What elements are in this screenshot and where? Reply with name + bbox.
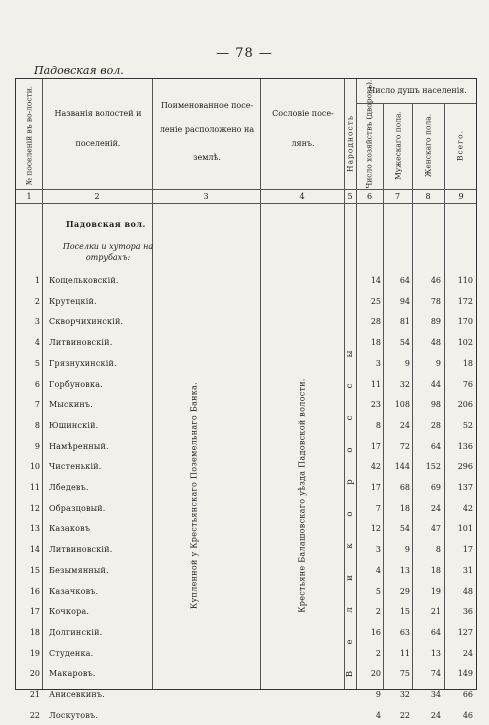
settlement-name: Скворчихинскій. <box>49 317 124 327</box>
row-number: 18 <box>29 627 40 637</box>
column-number: 9 <box>458 192 464 201</box>
male-cell: 94 <box>399 296 410 306</box>
header-total: Всего. <box>455 130 465 161</box>
male-cell: 9 <box>404 545 410 555</box>
female-cell: 98 <box>430 400 441 410</box>
column-number: 6 <box>366 192 373 201</box>
header-names-line2: поселеній. <box>75 139 121 148</box>
male-cell: 54 <box>399 338 410 348</box>
table-row <box>16 418 478 435</box>
row-number: 4 <box>34 338 40 348</box>
settlement-name: Долгинскій. <box>49 627 103 637</box>
settlement-name: Кочкора. <box>49 607 90 617</box>
settlement-name: Казачковъ. <box>49 586 99 596</box>
male-cell: 15 <box>399 607 410 617</box>
row-number: 22 <box>29 710 40 720</box>
households-cell: 2 <box>375 607 381 617</box>
total-cell: 18 <box>462 358 473 368</box>
households-cell: 7 <box>375 503 381 513</box>
households-cell: 28 <box>370 317 381 327</box>
female-cell: 152 <box>425 462 441 472</box>
female-cell: 24 <box>430 710 441 720</box>
total-cell: 102 <box>457 338 473 348</box>
nationality-letter: о <box>345 511 355 517</box>
row-number: 14 <box>29 545 40 555</box>
total-cell: 127 <box>457 627 473 637</box>
settlement-name: Литвиновскій. <box>49 545 113 555</box>
population-table <box>15 78 477 720</box>
male-cell: 64 <box>399 276 410 285</box>
column-number-rule <box>16 203 476 204</box>
total-cell: 206 <box>457 400 473 410</box>
column-number: 1 <box>26 192 32 201</box>
female-cell: 78 <box>430 296 441 306</box>
households-cell: 42 <box>370 462 381 472</box>
nationality-letter: л <box>345 607 355 613</box>
header-male: Мужескаго пола. <box>393 111 403 180</box>
settlement-name: Литвиновскій. <box>49 338 113 348</box>
male-cell: 32 <box>399 690 410 699</box>
households-cell: 3 <box>375 545 381 555</box>
nationality-letter: и <box>345 575 355 581</box>
households-cell: 8 <box>375 420 381 430</box>
male-cell: 18 <box>399 503 410 513</box>
total-cell: 31 <box>462 565 473 575</box>
total-cell: 66 <box>462 690 473 699</box>
settlement-name: Чистенькій. <box>49 462 102 472</box>
total-cell: 76 <box>462 379 473 389</box>
total-cell: 24 <box>462 648 473 658</box>
settlement-name: Крутецкій. <box>49 296 97 306</box>
row-number: 13 <box>29 524 40 534</box>
households-cell: 9 <box>375 690 381 699</box>
female-cell: 21 <box>430 607 441 617</box>
table-row <box>16 356 478 373</box>
female-cell: 8 <box>435 545 441 555</box>
households-cell: 16 <box>370 627 381 637</box>
section-subtitle: Поселки и хутора на отрубахъ: <box>62 242 154 262</box>
header-land-line2: леніе расположено на <box>159 125 255 134</box>
header-households: Число хозяйствъ (дворовъ). <box>364 79 374 189</box>
table-row <box>16 604 478 621</box>
female-cell: 18 <box>430 565 441 575</box>
nationality-letter: В <box>345 670 355 678</box>
female-cell: 74 <box>430 669 441 679</box>
table-row <box>16 584 478 601</box>
female-cell: 9 <box>435 358 441 368</box>
settlement-name: Юшинскій. <box>49 420 99 430</box>
header-population-group: Число душъ населенія. <box>369 86 467 95</box>
households-cell: 11 <box>370 379 381 389</box>
female-cell: 13 <box>430 648 441 658</box>
male-cell: 24 <box>399 420 410 430</box>
column-rule <box>444 103 445 689</box>
settlement-name: Анисевкинъ. <box>49 690 105 699</box>
table-row <box>16 294 478 311</box>
male-cell: 32 <box>399 379 410 389</box>
table-row <box>16 397 478 414</box>
total-cell: 136 <box>457 441 473 451</box>
table-row <box>16 314 478 331</box>
row-number: 8 <box>34 420 40 430</box>
households-cell: 25 <box>370 296 381 306</box>
settlement-name: Лбедевъ. <box>49 483 89 492</box>
nationality-letter: с <box>345 383 355 389</box>
header-female: Женскаго пола. <box>423 113 433 178</box>
total-cell: 137 <box>457 483 473 492</box>
estate-span-text: Крестьяне Балашовскаго уѣзда Падовской волости. <box>297 378 307 613</box>
total-cell: 46 <box>462 710 473 720</box>
households-cell: 2 <box>375 648 381 658</box>
households-cell: 12 <box>370 524 381 534</box>
column-number: 5 <box>347 192 353 201</box>
table-row <box>16 646 478 663</box>
male-cell: 11 <box>399 648 410 658</box>
female-cell: 47 <box>430 524 441 534</box>
total-cell: 48 <box>462 586 473 596</box>
female-cell: 34 <box>430 690 441 699</box>
total-cell: 296 <box>457 462 473 472</box>
table-row <box>16 377 478 394</box>
table-row <box>16 563 478 580</box>
nationality-letter: к <box>345 543 355 549</box>
female-cell: 24 <box>430 503 441 513</box>
households-cell: 23 <box>370 400 381 410</box>
total-cell: 17 <box>462 545 473 555</box>
female-cell: 89 <box>430 317 441 327</box>
households-cell: 4 <box>375 710 381 720</box>
table-row <box>16 480 478 497</box>
households-cell: 5 <box>375 586 381 596</box>
settlement-name: Студенка. <box>49 648 94 658</box>
table-row <box>16 687 478 704</box>
male-cell: 68 <box>399 483 410 492</box>
male-cell: 81 <box>399 317 410 327</box>
settlement-name: Макаровъ. <box>49 669 96 679</box>
header-land-line3: землѣ. <box>193 153 221 162</box>
column-number: 4 <box>299 192 305 201</box>
column-number: 7 <box>394 192 401 201</box>
settlement-name: Образцовый. <box>49 503 106 513</box>
nationality-letter: о <box>345 447 355 453</box>
header-settlement-number: № поселеній въ во-лости. <box>24 85 34 186</box>
header-names-line1: Названія волостей и <box>54 109 142 118</box>
female-cell: 48 <box>430 338 441 348</box>
male-cell: 144 <box>394 462 410 472</box>
male-cell: 108 <box>394 400 410 410</box>
nationality-letter: с <box>345 415 355 421</box>
male-cell: 13 <box>399 565 410 575</box>
settlement-name: Кощельковскій. <box>49 276 119 285</box>
header-rule <box>16 189 476 190</box>
total-cell: 172 <box>457 296 473 306</box>
table-row <box>16 439 478 456</box>
row-number: 17 <box>29 607 40 617</box>
header-nationality: Народность <box>345 115 355 172</box>
table-row <box>16 666 478 683</box>
male-cell: 75 <box>399 669 410 679</box>
row-number: 9 <box>34 441 40 451</box>
table-row <box>16 335 478 352</box>
group-header-rule <box>356 103 476 104</box>
row-number: 19 <box>29 648 40 658</box>
table-row <box>16 625 478 642</box>
column-rule <box>383 103 384 689</box>
column-rule <box>412 103 413 689</box>
row-number: 11 <box>29 483 40 492</box>
row-number: 12 <box>29 503 40 513</box>
male-cell: 54 <box>399 524 410 534</box>
row-number: 3 <box>34 317 40 327</box>
female-cell: 64 <box>430 627 441 637</box>
total-cell: 170 <box>457 317 473 327</box>
table-row <box>16 273 478 290</box>
total-cell: 42 <box>462 503 473 513</box>
running-head: Падовская вол. <box>34 64 124 77</box>
total-cell: 149 <box>457 669 473 679</box>
column-number: 3 <box>203 192 209 201</box>
section-title: Падовская вол. <box>66 219 146 229</box>
row-number: 1 <box>34 276 40 285</box>
table-row <box>16 542 478 559</box>
row-number: 6 <box>34 379 40 389</box>
settlement-name: Лоскутовъ. <box>49 710 99 720</box>
total-cell: 36 <box>462 607 473 617</box>
column-number: 8 <box>425 192 431 201</box>
households-cell: 17 <box>370 483 381 492</box>
row-number: 5 <box>34 358 40 368</box>
households-cell: 14 <box>370 276 381 285</box>
male-cell: 29 <box>399 586 410 596</box>
female-cell: 44 <box>430 379 441 389</box>
settlement-name: Горбуновка. <box>49 379 103 389</box>
male-cell: 72 <box>399 441 410 451</box>
row-number: 15 <box>29 565 40 575</box>
row-number: 20 <box>29 669 40 679</box>
settlement-name: Мыскинъ. <box>49 400 93 410</box>
households-cell: 18 <box>370 338 381 348</box>
total-cell: 52 <box>462 420 473 430</box>
male-cell: 63 <box>399 627 410 637</box>
settlement-name: Намѣренный. <box>49 441 109 451</box>
total-cell: 110 <box>457 276 473 285</box>
settlement-name: Казаковъ <box>49 524 91 534</box>
header-land-line1: Поименованное посе- <box>160 101 254 110</box>
page-number: — 78 — <box>216 46 273 61</box>
settlement-name: Грязнухинскій. <box>49 358 117 368</box>
row-number: 2 <box>34 296 40 306</box>
table-row <box>16 459 478 476</box>
column-number: 2 <box>94 192 100 201</box>
row-number: 16 <box>29 586 40 596</box>
female-cell: 69 <box>430 483 441 492</box>
households-cell: 20 <box>370 669 381 679</box>
nationality-letter: р <box>345 479 355 485</box>
row-number: 21 <box>29 690 40 699</box>
table-row <box>16 501 478 518</box>
nationality-letter: е <box>345 639 355 645</box>
nationality-letter: ы <box>345 350 355 358</box>
table-row <box>16 521 478 538</box>
land-span-text: Купленной у Крестьянскаго Поземельнаго Банка. <box>189 382 199 609</box>
table-row <box>16 708 478 725</box>
female-cell: 28 <box>430 420 441 430</box>
households-cell: 3 <box>375 358 381 368</box>
header-estate-line1: Сословіе посе- <box>272 109 334 118</box>
female-cell: 46 <box>430 276 441 285</box>
male-cell: 22 <box>399 710 410 720</box>
male-cell: 9 <box>404 358 410 368</box>
households-cell: 4 <box>375 565 381 575</box>
female-cell: 19 <box>430 586 441 596</box>
total-cell: 101 <box>457 524 473 534</box>
settlement-name: Безымянный. <box>49 565 109 575</box>
header-estate-line2: лянъ. <box>291 139 315 148</box>
households-cell: 17 <box>370 441 381 451</box>
row-number: 10 <box>29 462 40 472</box>
row-number: 7 <box>34 400 40 410</box>
female-cell: 64 <box>430 441 441 451</box>
